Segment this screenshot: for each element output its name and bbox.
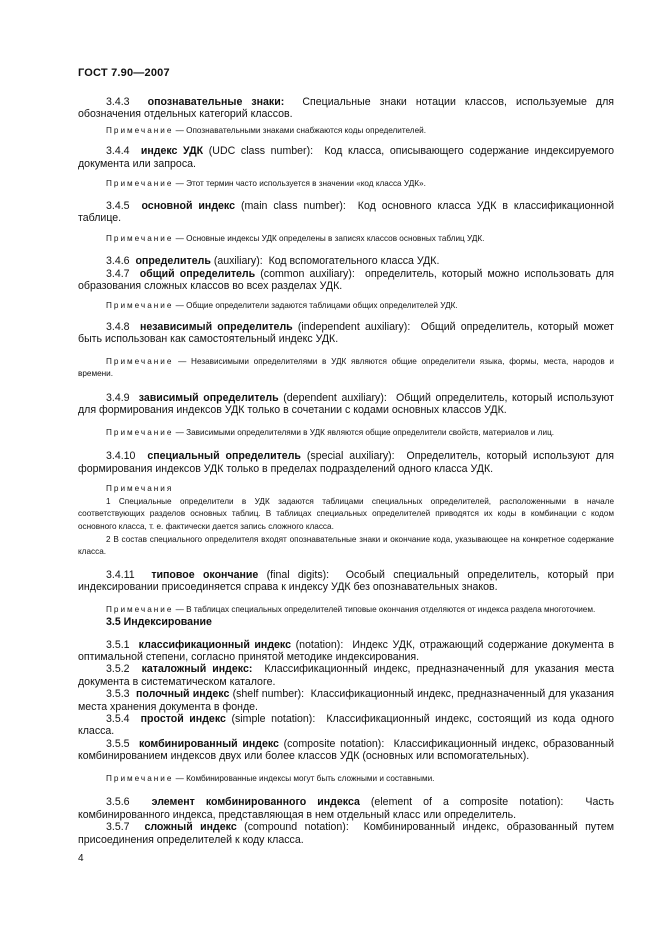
page-header-title: ГОСТ 7.90—2007 [78,67,170,79]
note: Примечание — Зависимыми определителями в УДК являются общие определители свойств, материалов и лиц. [106,427,555,437]
term-entry: 3.4.3 опознавательные знаки: Специальные знаки нотации классов, используемые для обозначения отдельных категорий классов. [78,96,614,121]
document-body [78,96,614,846]
note: Примечание — Основные индексы УДК определены в записях классов основных таблиц УДК. [106,233,485,243]
term-entry: 3.5.3 полочный индекс (shelf number): Классификационный индекс, предназначенный для указания места хранения документа в фонде. [78,688,614,713]
note: Примечание — В таблицах специальных определителей типовые окончания отделяются от индекса раздела многоточием. [106,604,596,614]
term-entry: 3.4.10 специальный определитель (special auxiliary): Определитель, который используют для формирования индексов УДК только в пределах подразделений одного класса УДК. [78,450,614,475]
term-entry: 3.4.7 общий определитель (common auxiliary): определитель, который можно использовать для образования сложных классов во всех разделах УДК. [78,267,615,293]
term-entry: 3.5.1 классификационный индекс (notation): Индекс УДК, отражающий содержание документа в оптимальной степени, согласно принятой методике индексирования. [78,638,615,664]
note: Примечание — Опознавательными знаками снабжаются коды определителей. [106,125,426,135]
page-number: 4 [78,853,84,864]
term-entry: 3.4.4 индекс УДК (UDC class number): Код класса, описывающего содержание индексируемого документа или запроса. [78,145,614,170]
note-item: 1 Специальные определители в УДК задаются таблицами специальных определителей, расположенными в начале соответствующих разделов основных таблиц. В таблицах специальных определителей приводятся их коды в комбинации с кодом основного класса, т. е. фактически дается запись сложного класса. [78,496,614,532]
notes-heading: Примечания [106,484,174,494]
term-entry: 3.5.6 элемент комбинированного индекса (element of a composite notation): Часть комбинированного индекса, представляющая в нем отдельный класс или определитель. [78,796,615,821]
term-entry: 3.4.11 типовое окончание (final digits): Особый специальный определитель, который при индексировании присоединяется справа к индексу УДК без опознавательных знаков. [78,568,614,594]
term-entry: 3.5.2 каталожный индекс: Классификационный индекс, предназначенный для указания места документа в систематическом каталоге. [78,663,614,688]
term-entry: 3.4.5 основной индекс (main class number): Код основного класса УДК в классификационной таблице. [78,199,615,225]
term-entry: 3.5.4 простой индекс (simple notation): Классификационный индекс, состоящий из кода одного класса. [78,713,615,738]
term-entry: 3.4.6 определитель (auxiliary): Код вспомогательного класса УДК. [106,255,440,268]
term-entry: 3.4.9 зависимый определитель (dependent auxiliary): Общий определитель, который используют для формирования индексов УДК только в сочетании с кодами основных классов УДК. [78,392,614,417]
note: Примечание — Независимыми определителями в УДК являются общие определители языка, формы, места, народов и времени. [78,356,615,379]
term-entry: 3.5.7 сложный индекс (compound notation): Комбинированный индекс, образованный путем присоединения определителей к коду класса. [78,821,615,846]
section-heading: 3.5 Индексирование [106,616,212,629]
term-entry: 3.4.8 независимый определитель (independent auxiliary): Общий определитель, который может быть использован как самостоятельный индекс УДК. [78,321,615,346]
note-item: 2 В состав специального определителя входят опознавательные знаки и окончание кода, указывающее на конкретное содержание класса. [78,534,614,557]
note: Примечание — Этот термин часто используется в значении «код класса УДК». [106,179,426,189]
note: Примечание — Комбинированные индексы могут быть сложными и составными. [106,773,435,783]
note: Примечание — Общие определители задаются таблицами общих определителей УДК. [106,301,458,311]
term-entry: 3.5.5 комбинированный индекс (composite notation): Классификационный индекс, образованный комбинированием индексов двух или более классов УДК (основных или вспомогательных). [78,737,614,763]
